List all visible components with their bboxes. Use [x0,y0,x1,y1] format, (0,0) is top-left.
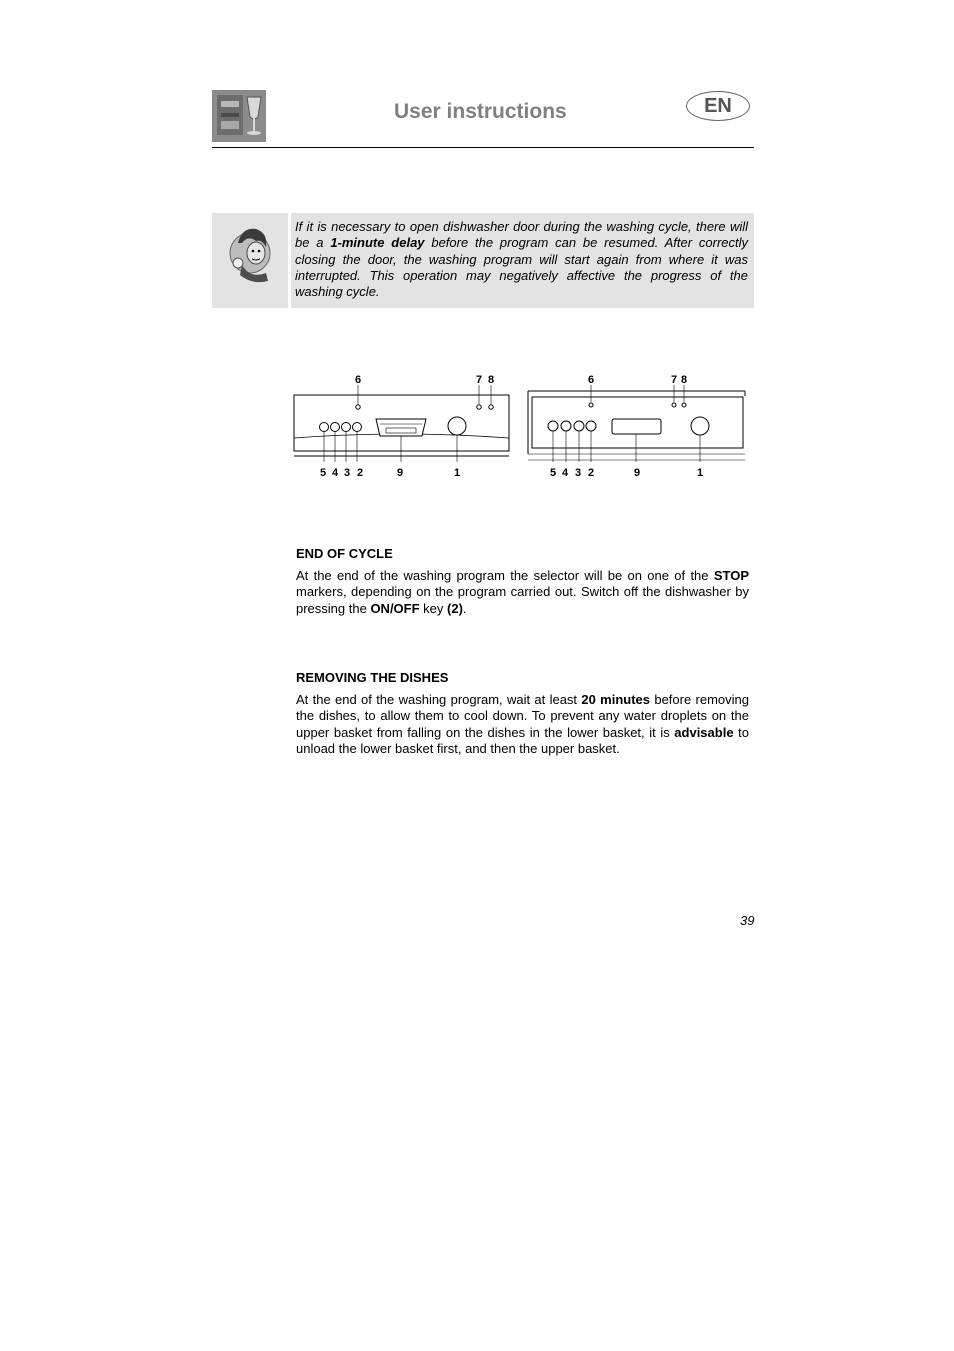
text-part: At the end of the washing program the selector will be on one of the [296,568,714,583]
left-label-6: 6 [354,374,362,386]
right-label-5: 5 [549,467,557,479]
right-label-6: 6 [587,374,595,386]
left-label-2: 2 [356,467,364,479]
thinking-man-icon [212,213,288,308]
end-of-cycle-heading: END OF CYCLE [296,546,393,561]
left-label-4: 4 [331,467,339,479]
text-part: At the end of the washing program, wait at least [296,692,582,707]
text-bold: ON/OFF [370,600,420,616]
note-text-part: before the program can be resumed. After correctly closing the door, the washing program will start again from where it was interrupted. This operation may negatively affective the progress of the washing cycle. [295,235,748,300]
note-text-cell [291,213,754,308]
right-label-9: 9 [633,467,641,479]
text-part: . [462,600,467,616]
left-label-8: 8 [487,374,495,386]
left-label-3: 3 [343,467,351,479]
text-bold: (2) [447,600,463,616]
right-label-8: 8 [680,374,688,386]
note-text-bold: 1-minute delay [330,235,425,251]
left-label-1: 1 [453,467,461,479]
page-number: 39 [740,913,755,928]
text-part: before removing the dishes, to allow them to cool down. To prevent any water droplets on the upper basket from falling on the dishes in the lower basket, it is [296,692,749,740]
text-part: to unload the lower basket first, and then the upper basket. [296,724,749,756]
control-panel-diagram [290,368,750,483]
right-label-2: 2 [587,467,595,479]
text-bold: 20 minutes [581,692,651,707]
right-label-7: 7 [670,374,678,386]
header-divider [212,147,754,148]
language-badge: EN [686,91,750,121]
text-bold: advisable [674,724,734,740]
note-text [295,219,748,300]
removing-dishes-text [296,692,749,757]
right-label-3: 3 [574,467,582,479]
right-label-4: 4 [561,467,569,479]
right-label-1: 1 [696,467,704,479]
text-part: key [419,600,448,616]
dishwasher-logo-icon [212,90,266,142]
removing-dishes-heading: REMOVING THE DISHES [296,670,449,685]
left-control-panel [294,374,509,479]
page-title: User instructions [394,100,567,123]
note-text-part: If it is necessary to open dishwasher door during the washing cycle, there will be a [295,219,748,251]
text-part: markers, depending on the program carried out. Switch off the dishwasher by pressing the [296,584,749,616]
left-label-5: 5 [319,467,327,479]
note-icon-cell [212,213,288,308]
note-box [212,213,754,308]
end-of-cycle-text [296,568,749,617]
text-bold: STOP [713,568,749,583]
left-label-7: 7 [475,374,483,386]
right-control-panel [528,374,745,479]
left-label-9: 9 [396,467,404,479]
